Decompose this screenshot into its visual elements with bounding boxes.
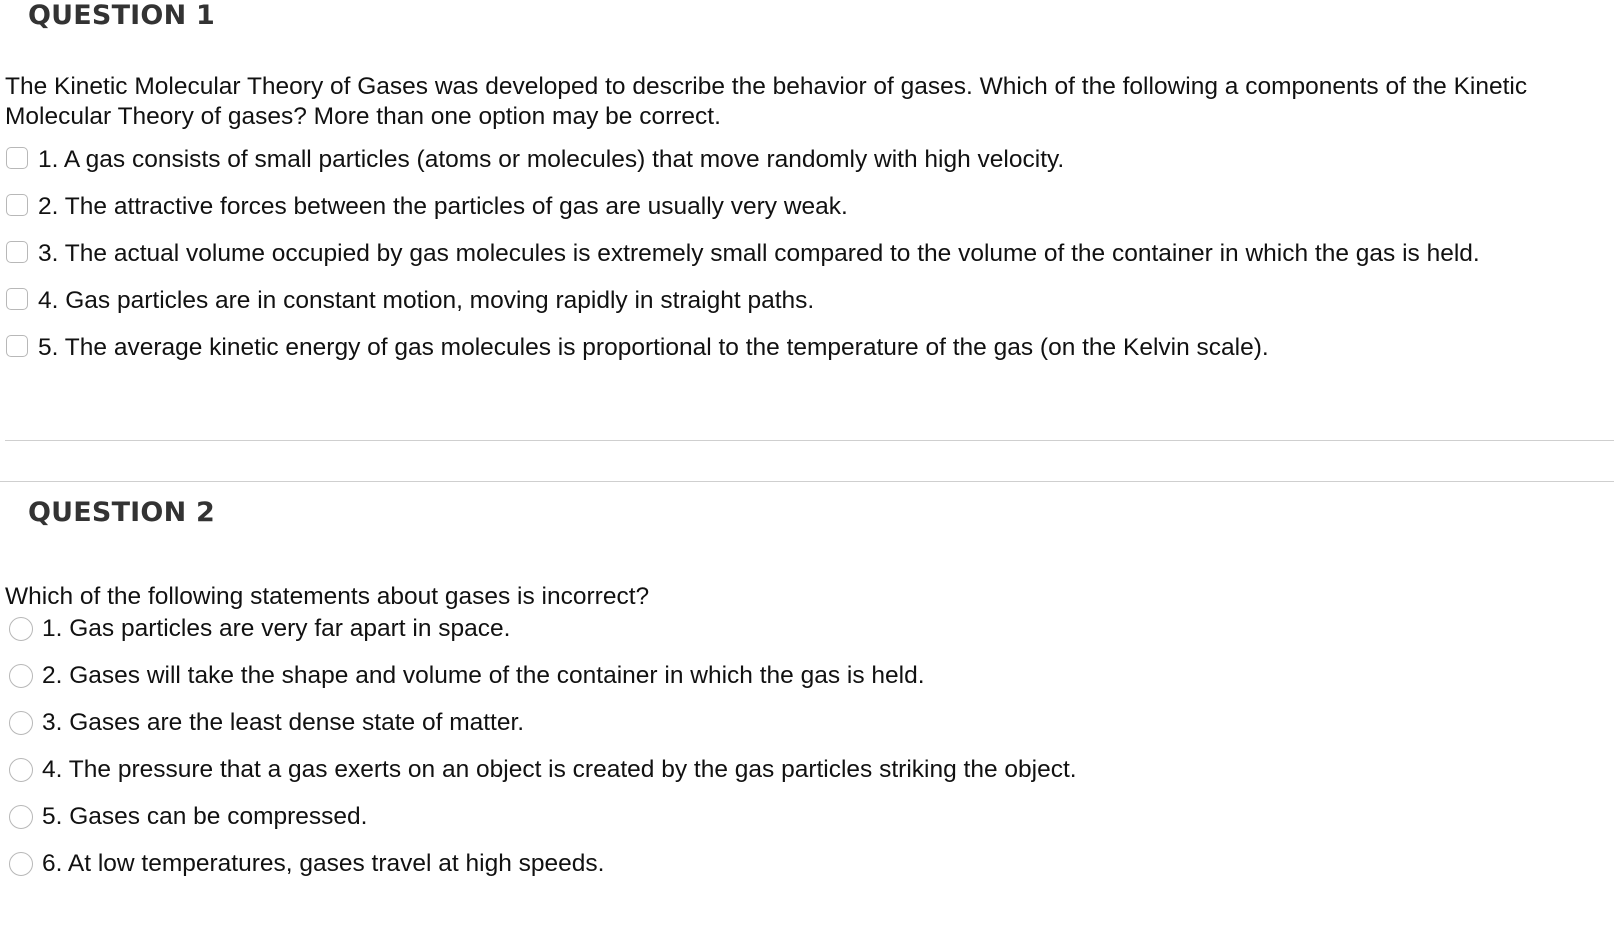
option-radio[interactable]: [9, 758, 33, 782]
option-checkbox[interactable]: [6, 241, 28, 263]
option-label[interactable]: 1. Gas particles are very far apart in space.: [42, 615, 511, 642]
option-label[interactable]: 6. At low temperatures, gases travel at high speeds.: [42, 850, 605, 877]
question-2-text: Which of the following statements about gases is incorrect?: [5, 583, 650, 610]
option-label[interactable]: 2. Gases will take the shape and volume of the container in which the gas is held.: [42, 662, 925, 689]
option-radio[interactable]: [9, 805, 33, 829]
option-radio[interactable]: [9, 711, 33, 735]
question-2-title: QUESTION 2: [28, 497, 215, 528]
option-label[interactable]: 1. A gas consists of small particles (atoms or molecules) that move randomly with high velocity.: [38, 146, 1065, 173]
option-checkbox[interactable]: [6, 335, 28, 357]
section-divider: [0, 481, 1614, 482]
option-radio[interactable]: [9, 617, 33, 641]
question-1-text: The Kinetic Molecular Theory of Gases was developed to describe the behavior of gases. Which of the following a components of the Kinetic Molecular Theory of gases? More than one option may be correct.: [5, 73, 1528, 130]
question-1-title: QUESTION 1: [28, 0, 215, 31]
option-checkbox[interactable]: [6, 288, 28, 310]
option-label[interactable]: 5. Gases can be compressed.: [42, 803, 368, 830]
option-checkbox[interactable]: [6, 147, 28, 169]
option-radio[interactable]: [9, 852, 33, 876]
option-label[interactable]: 5. The average kinetic energy of gas molecules is proportional to the temperature of the gas (on the Kelvin scale).: [38, 334, 1269, 361]
option-label[interactable]: 4. The pressure that a gas exerts on an object is created by the gas particles striking the object.: [42, 756, 1077, 783]
option-label[interactable]: 2. The attractive forces between the particles of gas are usually very weak.: [38, 193, 848, 220]
option-radio[interactable]: [9, 664, 33, 688]
option-checkbox[interactable]: [6, 194, 28, 216]
section-divider: [5, 440, 1614, 441]
option-label[interactable]: 3. Gases are the least dense state of matter.: [42, 709, 525, 736]
option-label[interactable]: 3. The actual volume occupied by gas molecules is extremely small compared to the volume of the container in which the gas is held.: [38, 240, 1480, 267]
option-label[interactable]: 4. Gas particles are in constant motion, moving rapidly in straight paths.: [38, 287, 815, 314]
